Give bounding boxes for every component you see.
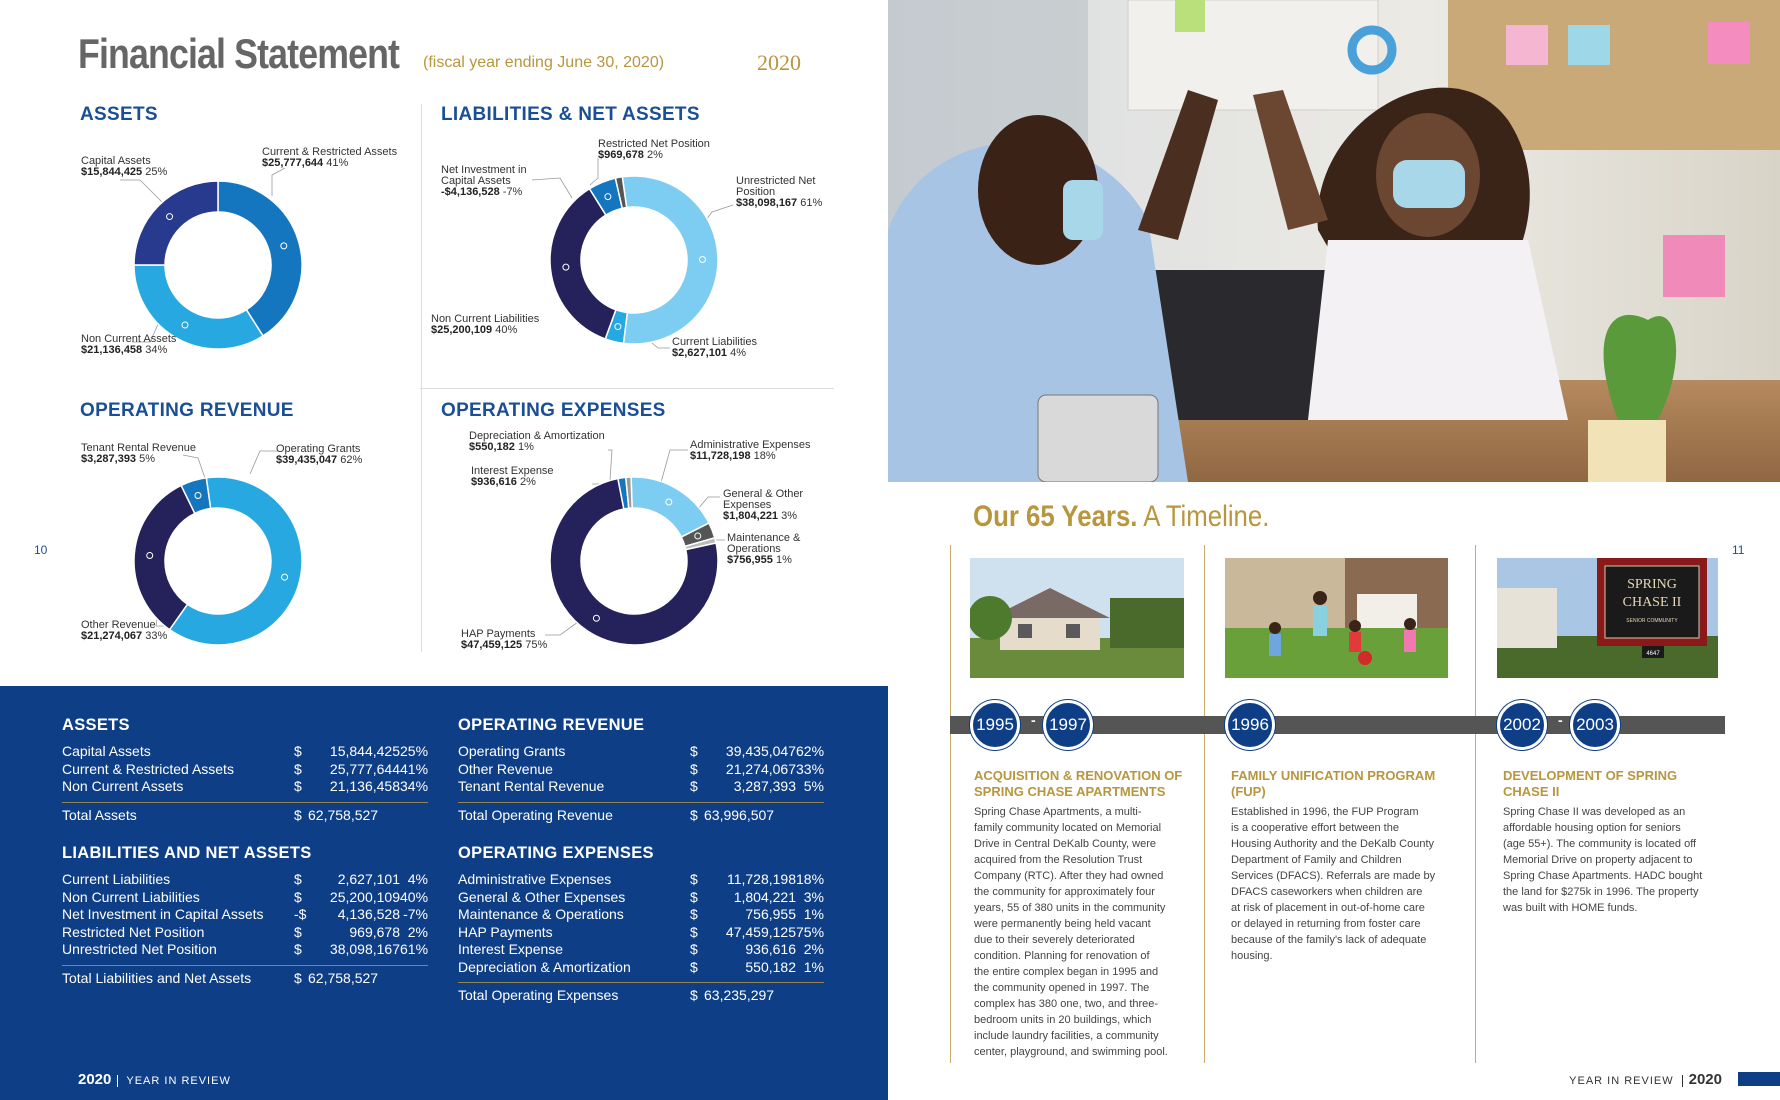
table-row: [458, 906, 824, 924]
row-amount: 15,844,425: [329, 743, 400, 759]
row-label: Operating Grants: [458, 743, 566, 759]
body-line: bedroom units in 20 buildings, which: [974, 1014, 1152, 1026]
body-line: Spring Chase Apartments, a multi-: [974, 806, 1142, 818]
row-currency: $: [294, 778, 302, 794]
row-label: General & Other Expenses: [458, 888, 626, 905]
row-percent: 25%: [400, 743, 429, 759]
body-line: years, 55 of 380 units in the community: [974, 902, 1166, 914]
body-line: Housing Authority and the DeKalb County: [1231, 838, 1435, 850]
total-row: [458, 807, 824, 825]
body-line: Drive in Central DeKalb County, were: [974, 838, 1156, 850]
expenses-heading: OPERATING EXPENSES: [441, 400, 666, 421]
body-line: the entire complex began in 1995 and: [974, 966, 1159, 978]
label-net-investment: Net Investment in Capital Assets -$4,136,528 -7%: [441, 164, 527, 198]
row-percent: 4%: [407, 871, 428, 887]
sign-text: SENIOR COMMUNITY: [1626, 618, 1678, 624]
row-amount: 1,804,221: [733, 888, 796, 905]
row-label: Other Revenue: [458, 760, 553, 777]
right-page: [888, 0, 1780, 1100]
label-depreciation: Depreciation & Amortization $550,182 1%: [469, 430, 605, 453]
label-capital-assets: Capital Assets $15,844,425 25%: [81, 155, 168, 178]
timeline-heading-spring-chase: ACQUISITION & RENOVATION OF SPRING CHASE APARTMENTS: [974, 768, 1183, 799]
table-row: [458, 959, 824, 977]
label-administrative-expenses: Administrative Expenses $11,728,198 18%: [690, 439, 811, 462]
spring-chase-ii-photo: [1497, 558, 1718, 678]
total-currency: $: [294, 806, 302, 823]
table-row: [458, 871, 824, 889]
row-label: Unrestricted Net Position: [62, 941, 217, 957]
year-1996: 1996: [1225, 700, 1275, 750]
row-percent: 41%: [400, 760, 429, 777]
left-page: [0, 0, 888, 1100]
row-percent: 2%: [803, 941, 824, 957]
row-currency: $: [294, 923, 302, 940]
row-percent: 18%: [796, 871, 825, 887]
table-row: [62, 924, 428, 942]
row-currency: $: [690, 778, 698, 794]
body-line: Spring Chase Apartments. HADC bought: [1503, 870, 1703, 882]
table-row: [458, 924, 824, 942]
total-divider: [458, 802, 824, 803]
timeline-heading-fup: FAMILY UNIFICATION PROGRAM (FUP): [1231, 768, 1436, 799]
assets-table-heading: ASSETS: [62, 716, 130, 734]
body-line: family community located on Memorial: [974, 822, 1162, 834]
row-amount: 38,098,167: [329, 941, 400, 957]
table-row: [62, 889, 428, 907]
row-currency: $: [690, 743, 698, 759]
timeline-divider: [1204, 545, 1205, 1063]
row-percent: 3%: [803, 888, 824, 905]
page-title: Financial Statement: [78, 30, 400, 77]
total-amount: 63,996,507: [704, 806, 775, 823]
page-subtitle: (fiscal year ending June 30, 2020): [423, 54, 665, 71]
year-2002: 2002: [1497, 700, 1547, 750]
expenses-table: [458, 844, 824, 1005]
year-2003: 2003: [1570, 700, 1620, 750]
row-label: Tenant Rental Revenue: [458, 778, 605, 794]
total-label: Total Liabilities and Net Assets: [62, 969, 252, 986]
row-percent: 1%: [803, 906, 824, 922]
row-currency: $: [294, 941, 302, 957]
year-1995: 1995: [970, 700, 1020, 750]
body-line: Spring Chase II was developed as an: [1503, 806, 1686, 818]
timeline-body-spring-chase: [974, 804, 1196, 1060]
total-divider: [62, 965, 428, 966]
label-unrestricted-net-position: Unrestricted Net Position $38,098,167 61%: [736, 175, 823, 209]
body-line: complex has 380 one, two, and three-: [974, 998, 1159, 1010]
label-hap-payments: HAP Payments $47,459,125 75%: [461, 628, 548, 651]
timeline-divider: [950, 545, 951, 1063]
body-line: Department of Family and Children: [1231, 854, 1402, 866]
total-divider: [62, 802, 428, 803]
total-currency: $: [690, 806, 698, 823]
table-row: [458, 778, 824, 796]
row-percent: 2%: [407, 923, 428, 940]
total-amount: 63,235,297: [704, 987, 775, 1003]
row-amount: 550,182: [745, 958, 796, 975]
body-line: was built with HOME funds.: [1503, 902, 1638, 914]
table-row: [458, 889, 824, 907]
year-dash: -: [1031, 712, 1036, 728]
row-amount: 2,627,101: [337, 871, 400, 887]
row-currency: $: [690, 760, 698, 777]
family-playing-photo: [1225, 558, 1448, 678]
label-other-revenue: Other Revenue $21,274,067 33%: [81, 619, 168, 642]
row-percent: 34%: [400, 778, 429, 794]
body-line: include laundry facilities, a community: [974, 1030, 1159, 1042]
assets-heading: ASSETS: [80, 104, 158, 125]
body-line: or delayed in returning from foster care: [1231, 918, 1421, 930]
expenses-slice-administrative-expenses: [631, 477, 709, 537]
timeline-divider: [1475, 545, 1476, 1063]
table-row: [458, 761, 824, 779]
row-currency: $: [690, 923, 698, 940]
row-currency: $: [294, 871, 302, 887]
row-label: Interest Expense: [458, 941, 564, 957]
body-line: (age 55+). The community is located off: [1503, 838, 1697, 850]
row-currency: $: [294, 888, 302, 905]
row-percent: 40%: [400, 888, 429, 905]
row-percent: 33%: [796, 760, 825, 777]
row-amount: 21,274,067: [725, 760, 796, 777]
body-line: due to their severely deteriorated: [974, 934, 1135, 946]
body-line: affordable housing option for seniors: [1503, 822, 1681, 834]
row-currency: $: [690, 906, 698, 922]
label-current-restricted-assets: Current & Restricted Assets $25,777,644 41%: [262, 146, 398, 169]
body-line: Services (DFACS). Referrals are made by: [1231, 870, 1436, 882]
table-row: [62, 778, 428, 796]
body-line: Established in 1996, the FUP Program: [1231, 806, 1419, 818]
label-restricted-net-position: Restricted Net Position $969,678 2%: [598, 138, 710, 161]
label-tenant-rental-revenue: Tenant Rental Revenue $3,287,393 5%: [81, 442, 196, 465]
row-percent: 62%: [796, 743, 825, 759]
row-amount: 25,200,109: [329, 888, 400, 905]
row-label: Current & Restricted Assets: [62, 760, 234, 777]
table-row: [458, 941, 824, 959]
body-line: DFACS caseworkers when children are: [1231, 886, 1423, 898]
row-amount: 39,435,047: [725, 743, 796, 759]
body-line: housing.: [1231, 950, 1273, 962]
row-currency: -$: [294, 906, 307, 922]
footer-blue-tab: [1738, 1072, 1780, 1086]
row-label: Non Current Liabilities: [62, 888, 200, 905]
row-amount: 756,955: [745, 906, 796, 922]
liabilities-heading: LIABILITIES & NET ASSETS: [441, 104, 700, 125]
row-label: Net Investment in Capital Assets: [62, 906, 264, 922]
body-line: were permanently being held vacant: [974, 918, 1151, 930]
total-label: Total Operating Expenses: [458, 987, 619, 1003]
sign-text: SPRING: [1627, 577, 1677, 592]
expenses-table-heading: OPERATING EXPENSES: [458, 844, 654, 862]
body-line: because of the family's lack of adequate: [1231, 934, 1427, 946]
row-amount: 3,287,393: [733, 778, 796, 794]
sign-text: 4647: [1646, 651, 1660, 657]
total-label: Total Operating Revenue: [458, 806, 613, 823]
row-amount: 936,616: [745, 941, 796, 957]
label-maintenance-operations: Maintenance & Operations $756,955 1%: [727, 532, 801, 566]
label-general-other-expenses: General & Other Expenses $1,804,221 3%: [723, 488, 804, 522]
total-label: Total Assets: [62, 806, 137, 823]
table-row: [62, 941, 428, 959]
table-row: [62, 743, 428, 761]
body-line: is a cooperative effort between the: [1231, 822, 1399, 834]
timeline-body-spring-chase-ii: [1503, 804, 1733, 916]
financial-tables: [0, 686, 888, 1100]
header-year: 2020: [757, 50, 801, 75]
row-percent: 1%: [803, 958, 824, 975]
total-divider: [458, 982, 824, 983]
revenue-table: [458, 716, 824, 824]
row-amount: 11,728,198: [726, 871, 796, 887]
assets-slice-current-restricted-assets: [218, 181, 302, 336]
row-label: HAP Payments: [458, 923, 553, 940]
page-number-left: 10: [34, 543, 48, 557]
row-label: Capital Assets: [62, 743, 151, 759]
row-amount: 21,136,458: [329, 778, 400, 794]
row-label: Current Liabilities: [62, 871, 171, 887]
total-currency: $: [294, 969, 302, 986]
label-interest-expense: Interest Expense $936,616 2%: [471, 465, 554, 488]
row-label: Non Current Assets: [62, 778, 184, 794]
row-label: Restricted Net Position: [62, 923, 205, 940]
revenue-slice-other-revenue: [134, 486, 195, 630]
liabilities-table-heading: LIABILITIES AND NET ASSETS: [62, 844, 312, 862]
footer-right: YEAR IN REVIEW 2020: [1569, 1071, 1722, 1088]
row-percent: 5%: [803, 778, 824, 794]
row-currency: $: [690, 888, 698, 905]
row-label: Maintenance & Operations: [458, 906, 624, 922]
table-row: [62, 906, 428, 924]
footer-left: 2020 YEAR IN REVIEW: [78, 1071, 231, 1088]
revenue-table-heading: OPERATING REVENUE: [458, 716, 645, 734]
label-non-current-assets: Non Current Assets $21,136,458 34%: [81, 333, 177, 356]
row-label: Depreciation & Amortization: [458, 958, 631, 975]
total-currency: $: [690, 987, 698, 1003]
assets-slice-capital-assets: [134, 181, 218, 265]
table-row: [62, 871, 428, 889]
row-currency: $: [690, 941, 698, 957]
body-line: the community opened in 1997. The: [974, 982, 1150, 994]
table-row: [458, 743, 824, 761]
timeline-heading-spring-chase-ii: DEVELOPMENT OF SPRING CHASE II: [1503, 768, 1678, 799]
body-line: the land for $275k in 1996. The property: [1503, 886, 1699, 898]
table-row: [62, 761, 428, 779]
total-row: [62, 807, 428, 825]
body-line: the community for approximately four: [974, 886, 1155, 898]
spring-chase-apartments-photo: [970, 558, 1184, 678]
year-dash: -: [1558, 712, 1563, 728]
total-amount: 62,758,527: [308, 969, 379, 986]
revenue-heading: OPERATING REVENUE: [80, 400, 294, 421]
year-1997: 1997: [1043, 700, 1093, 750]
liabilities-table: [62, 844, 428, 987]
row-percent: 61%: [400, 941, 429, 957]
row-percent: -7%: [403, 906, 428, 922]
row-currency: $: [294, 743, 302, 759]
row-amount: 47,459,125: [725, 923, 796, 940]
total-row: [458, 987, 824, 1005]
page-number-right: 11: [1732, 543, 1745, 557]
label-non-current-liabilities: Non Current Liabilities $25,200,109 40%: [431, 313, 540, 336]
row-amount: 969,678: [349, 923, 400, 940]
assets-table: [62, 716, 428, 824]
timeline-title: Our 65 Years. A Timeline.: [973, 500, 1270, 533]
label-current-liabilities: Current Liabilities $2,627,101 4%: [672, 336, 757, 359]
row-currency: $: [294, 760, 302, 777]
sign-text: CHASE II: [1622, 595, 1682, 610]
body-line: center, playground, and swimming pool.: [974, 1046, 1168, 1058]
body-line: Memorial Drive on property adjacent to: [1503, 854, 1693, 866]
row-amount: 25,777,644: [329, 760, 400, 777]
body-line: acquired from the Resolution Trust: [974, 854, 1143, 866]
row-currency: $: [690, 871, 698, 887]
liabilities-slice-unrestricted-net-position: [622, 176, 718, 344]
body-line: at risk of placement in out-of-home care: [1231, 902, 1425, 914]
row-percent: 75%: [796, 923, 825, 940]
timeline-body-fup: [1231, 804, 1461, 964]
total-row: [62, 970, 428, 988]
row-amount: 4,136,528: [337, 906, 400, 922]
row-currency: $: [690, 958, 698, 975]
office-photo: [888, 0, 1780, 482]
label-operating-grants: Operating Grants $39,435,047 62%: [276, 443, 363, 466]
row-label: Administrative Expenses: [458, 871, 612, 887]
body-line: condition. Planning for renovation of: [974, 950, 1150, 962]
body-line: Company (RTC). After they had owned: [974, 870, 1164, 882]
total-amount: 62,758,527: [308, 806, 379, 823]
